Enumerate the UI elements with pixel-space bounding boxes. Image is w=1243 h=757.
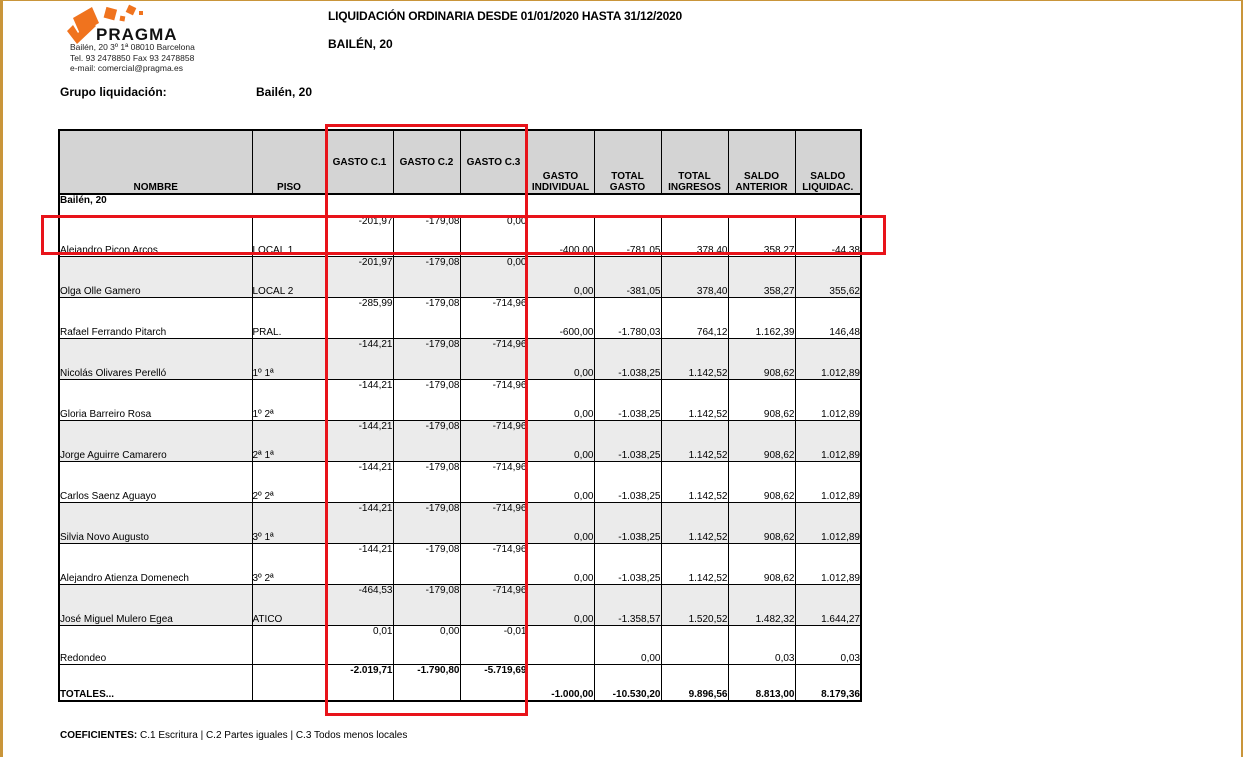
cell-nombre: Jorge Aguirre Camarero [59,420,252,461]
cell-nombre: Olga Olle Gamero [59,256,252,297]
cell-gasto-c1: -144,21 [326,338,393,379]
cell-gasto-c2: -179,08 [393,256,460,297]
cell-gasto-c3: -714,96 [460,543,527,584]
cell-total-ingresos: 1.142,52 [661,543,728,584]
member-row [59,379,861,420]
cell-piso: 1º 2ª [252,379,326,420]
cell-total-gasto: -381,05 [594,256,661,297]
cell-gasto-c1: -201,97 [326,215,393,256]
cell-saldo-liquidac: 355,62 [795,256,861,297]
cell-saldo-anterior: 0,03 [728,625,795,664]
cell-gasto-individual: -1.000,00 [527,664,594,701]
cell-piso [252,664,326,701]
member-row [59,461,861,502]
coefficients-label: COEFICIENTES: [60,730,138,741]
table-body [59,194,861,701]
cell-saldo-liquidac: 1.012,89 [795,379,861,420]
cell-gasto-c1: -201,97 [326,256,393,297]
cell-gasto-c3: -714,96 [460,461,527,502]
cell-piso: LOCAL 1 [252,215,326,256]
cell-saldo-anterior: 8.813,00 [728,664,795,701]
cell-nombre: Silvia Novo Augusto [59,502,252,543]
cell-gasto-individual [527,625,594,664]
cell-nombre: TOTALES... [59,664,252,701]
cell-gasto-c1: -285,99 [326,297,393,338]
cell-nombre: Nicolás Olivares Perelló [59,338,252,379]
totals-row [59,664,861,701]
member-row [59,215,861,256]
cell-total-ingresos: 764,12 [661,297,728,338]
cell-gasto-individual: -400,00 [527,215,594,256]
cell-gasto-c1: -144,21 [326,502,393,543]
cell-gasto-c2: -179,08 [393,420,460,461]
col-header-total-gasto: TOTAL GASTO [594,130,661,194]
cell-saldo-anterior: 908,62 [728,379,795,420]
cell-gasto-c1: 0,01 [326,625,393,664]
cell-total-gasto: 0,00 [594,625,661,664]
cell-gasto-c2: -1.790,80 [393,664,460,701]
rounding-row [59,625,861,664]
table-header [59,130,861,194]
cell-saldo-anterior: 908,62 [728,543,795,584]
col-header-piso: PISO [252,130,326,194]
group-row [59,194,861,215]
cell-total-gasto: -1.358,57 [594,584,661,625]
company-address [70,42,195,74]
member-row [59,502,861,543]
cell-total-gasto: -1.038,25 [594,461,661,502]
cell-saldo-liquidac: 1.012,89 [795,543,861,584]
cell-total-gasto: -1.038,25 [594,502,661,543]
cell-gasto-c1: -144,21 [326,379,393,420]
liquidation-table-wrap [58,129,862,702]
cell-total-gasto: -1.038,25 [594,420,661,461]
col-header-nombre: NOMBRE [59,130,252,194]
col-header-gasto-c1: GASTO C.1 [326,130,393,194]
cell-piso: 3º 1ª [252,502,326,543]
address-line: Bailén, 20 3º 1ª 08010 Barcelona [70,42,195,52]
cell-saldo-anterior: 1.162,39 [728,297,795,338]
cell-piso: ATICO [252,584,326,625]
report-subtitle: BAILÉN, 20 [328,37,393,51]
cell-gasto-c1: -144,21 [326,420,393,461]
cell-total-ingresos: 378,40 [661,256,728,297]
phone-line: Tel. 93 2478850 Fax 93 2478858 [70,52,195,63]
cell-saldo-anterior: 908,62 [728,461,795,502]
cell-total-gasto: -1.038,25 [594,338,661,379]
email-line: e-mail: comercial@pragma.es [70,63,184,73]
col-header-gasto-individual: GASTO INDIVIDUAL [527,130,594,194]
cell-total-ingresos [661,625,728,664]
cell-gasto-individual: 0,00 [527,379,594,420]
cell-gasto-c2: -179,08 [393,584,460,625]
cell-saldo-liquidac: 1.012,89 [795,461,861,502]
col-header-saldo-liquidac: SALDO LIQUIDAC. [795,130,861,194]
report-title: LIQUIDACIÓN ORDINARIA DESDE 01/01/2020 HASTA 31/12/2020 [328,9,683,23]
cell-gasto-c3: -0,01 [460,625,527,664]
cell-nombre: Carlos Saenz Aguayo [59,461,252,502]
cell-saldo-liquidac: 146,48 [795,297,861,338]
cell-piso [252,625,326,664]
group-liquidation-label: Grupo liquidación: [60,85,167,99]
coefficients-legend [60,730,407,741]
cell-nombre: Alejandro Atienza Domenech [59,543,252,584]
cell-piso: 1º 1ª [252,338,326,379]
cell-gasto-c2: -179,08 [393,338,460,379]
cell-gasto-c3: -714,96 [460,338,527,379]
cell-saldo-anterior: 358,27 [728,215,795,256]
cell-total-gasto: -781,05 [594,215,661,256]
cell-gasto-individual: 0,00 [527,584,594,625]
cell-nombre: Gloria Barreiro Rosa [59,379,252,420]
cell-piso: 2º 2ª [252,461,326,502]
cell-nombre: Redondeo [59,625,252,664]
brand-name: PRAGMA [96,25,178,44]
cell-saldo-liquidac: 1.012,89 [795,338,861,379]
cell-gasto-c2: -179,08 [393,543,460,584]
cell-gasto-individual: 0,00 [527,543,594,584]
group-row-label: Bailén, 20 [59,194,861,215]
cell-saldo-anterior: 1.482,32 [728,584,795,625]
cell-gasto-c3: -714,96 [460,502,527,543]
cell-total-ingresos: 378,40 [661,215,728,256]
cell-gasto-individual: 0,00 [527,256,594,297]
cell-gasto-c1: -144,21 [326,543,393,584]
cell-nombre: Alejandro Picon Arcos [59,215,252,256]
cell-nombre: José Miguel Mulero Egea [59,584,252,625]
cell-total-ingresos: 1.142,52 [661,502,728,543]
member-row [59,420,861,461]
cell-gasto-c2: -179,08 [393,461,460,502]
cell-gasto-individual: 0,00 [527,338,594,379]
member-row [59,543,861,584]
cell-piso: 2ª 1ª [252,420,326,461]
cell-total-ingresos: 1.142,52 [661,379,728,420]
cell-saldo-liquidac: 1.012,89 [795,502,861,543]
cell-gasto-c1: -2.019,71 [326,664,393,701]
cell-gasto-individual: 0,00 [527,502,594,543]
cell-saldo-anterior: 358,27 [728,256,795,297]
cell-gasto-c3: -714,96 [460,420,527,461]
cell-saldo-liquidac: 1.012,89 [795,420,861,461]
col-header-saldo-anterior: SALDO ANTERIOR [728,130,795,194]
cell-saldo-anterior: 908,62 [728,502,795,543]
cell-saldo-liquidac: 1.644,27 [795,584,861,625]
cell-saldo-liquidac: -44,38 [795,215,861,256]
cell-gasto-c3: -714,96 [460,584,527,625]
cell-nombre: Rafael Ferrando Pitarch [59,297,252,338]
cell-gasto-c3: 0,00 [460,256,527,297]
cell-piso: LOCAL 2 [252,256,326,297]
group-liquidation-value: Bailén, 20 [256,85,313,99]
cell-saldo-anterior: 908,62 [728,420,795,461]
col-header-gasto-c2: GASTO C.2 [393,130,460,194]
cell-total-gasto: -1.038,25 [594,543,661,584]
cell-gasto-c3: -5.719,69 [460,664,527,701]
cell-gasto-c3: -714,96 [460,379,527,420]
cell-total-gasto: -1.780,03 [594,297,661,338]
member-row [59,256,861,297]
cell-gasto-individual: 0,00 [527,420,594,461]
cell-gasto-c2: -179,08 [393,502,460,543]
cell-total-ingresos: 1.142,52 [661,420,728,461]
cell-piso: 3º 2ª [252,543,326,584]
cell-total-gasto: -10.530,20 [594,664,661,701]
cell-gasto-c3: -714,96 [460,297,527,338]
liquidation-table [58,129,862,702]
cell-gasto-c2: -179,08 [393,215,460,256]
member-row [59,297,861,338]
coefficients-text: C.1 Escritura | C.2 Partes iguales | C.3 Todos menos locales [140,730,408,741]
cell-gasto-c3: 0,00 [460,215,527,256]
cell-gasto-c1: -144,21 [326,461,393,502]
cell-total-ingresos: 1.142,52 [661,461,728,502]
cell-total-gasto: -1.038,25 [594,379,661,420]
cell-gasto-c2: -179,08 [393,297,460,338]
cell-total-ingresos: 1.142,52 [661,338,728,379]
cell-total-ingresos: 9.896,56 [661,664,728,701]
cell-total-ingresos: 1.520,52 [661,584,728,625]
cell-gasto-c2: -179,08 [393,379,460,420]
cell-gasto-c1: -464,53 [326,584,393,625]
cell-gasto-individual: 0,00 [527,461,594,502]
member-row [59,584,861,625]
cell-saldo-liquidac: 8.179,36 [795,664,861,701]
cell-piso: PRAL. [252,297,326,338]
member-row [59,338,861,379]
col-header-gasto-c3: GASTO C.3 [460,130,527,194]
cell-gasto-individual: -600,00 [527,297,594,338]
cell-gasto-c2: 0,00 [393,625,460,664]
col-header-total-ingresos: TOTAL INGRESOS [661,130,728,194]
table-header-row [59,130,861,194]
cell-saldo-anterior: 908,62 [728,338,795,379]
cell-saldo-liquidac: 0,03 [795,625,861,664]
